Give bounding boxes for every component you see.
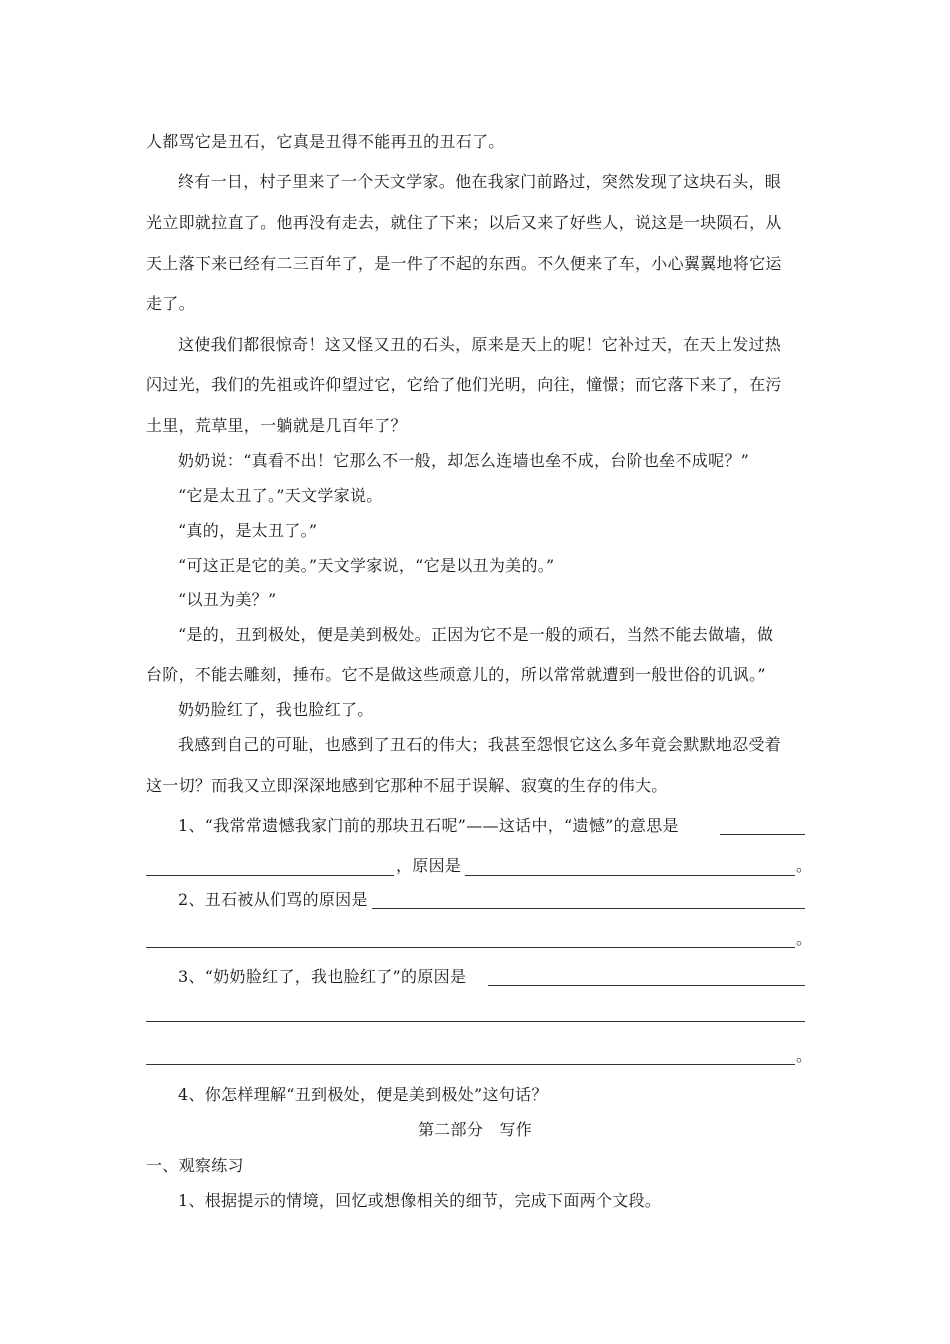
question-3-answer-blank-2[interactable] bbox=[146, 1021, 805, 1022]
passage-paragraph-2-line-3: 天上落下来已经有二三百年了，是一件了不起的东西。不久便来了车，小心翼翼地将它运 bbox=[146, 254, 782, 273]
passage-paragraph-10: 奶奶脸红了，我也脸红了。 bbox=[178, 700, 374, 719]
passage-paragraph-9-line-1: “是的，丑到极处，便是美到极处。正因为它不是一般的顽石，当然不能去做墙，做 bbox=[178, 625, 774, 644]
passage-paragraph-2-line-2: 光立即就拉直了。他再没有走去，就住了下来；以后又来了好些人，说这是一块陨石，从 bbox=[146, 213, 782, 232]
question-3-answer-blank-3[interactable] bbox=[146, 1064, 795, 1065]
question-2-end-mark: 。 bbox=[796, 929, 813, 948]
question-3-end-mark: 。 bbox=[796, 1046, 813, 1065]
passage-paragraph-7: “可这正是它的美。”天文学家说，“它是以丑为美的。” bbox=[178, 556, 555, 575]
passage-paragraph-2-line-4: 走了。 bbox=[146, 294, 195, 313]
question-1-answer-blank-3[interactable] bbox=[465, 875, 795, 876]
passage-paragraph-4: 奶奶说：“真看不出！它那么不一般，却怎么连墙也垒不成，台阶也垒不成呢？” bbox=[178, 451, 750, 470]
question-1-reason-label: ，原因是 bbox=[396, 856, 462, 875]
question-2-answer-blank-1[interactable] bbox=[372, 908, 805, 909]
passage-paragraph-6: “真的，是太丑了。” bbox=[178, 521, 318, 540]
question-1-answer-blank-1[interactable] bbox=[720, 834, 805, 835]
question-3-text: 3、“奶奶脸红了，我也脸红了”的原因是 bbox=[178, 967, 467, 986]
passage-paragraph-3-line-1: 这使我们都很惊奇！这又怪又丑的石头，原来是天上的呢！它补过天，在天上发过热 bbox=[178, 335, 782, 354]
question-2-text: 2、丑石被从们骂的原因是 bbox=[178, 890, 368, 909]
passage-paragraph-11-line-2: 这一切？而我又立即深深地感到它那种不屈于误解、寂寞的生存的伟大。 bbox=[146, 776, 668, 795]
passage-paragraph-3-line-2: 闪过光，我们的先祖或许仰望过它，它给了他们光明，向往，憧憬；而它落下来了，在污 bbox=[146, 375, 782, 394]
question-4-text: 4、你怎样理解“丑到极处，便是美到极处”这句话？ bbox=[178, 1085, 548, 1104]
section-observation-title: 一、观察练习 bbox=[146, 1156, 244, 1175]
passage-paragraph-5: “它是太丑了。”天文学家说。 bbox=[178, 486, 383, 505]
passage-paragraph-1: 人都骂它是丑石，它真是丑得不能再丑的丑石了。 bbox=[146, 132, 505, 151]
question-1-end-mark: 。 bbox=[796, 856, 813, 875]
question-1-text: 1、“我常常遗憾我家门前的那块丑石呢”——这话中，“遗憾”的意思是 bbox=[178, 816, 679, 835]
passage-paragraph-9-line-2: 台阶，不能去雕刻，捶布。它不是做这些顽意儿的，所以常常就遭到一般世俗的讥讽。” bbox=[146, 665, 766, 684]
part-2-heading: 第二部分 写作 bbox=[417, 1120, 533, 1139]
question-3-answer-blank-1[interactable] bbox=[488, 985, 805, 986]
question-2-answer-blank-2[interactable] bbox=[146, 947, 795, 948]
passage-paragraph-8: “以丑为美？” bbox=[178, 590, 277, 609]
question-1-answer-blank-2[interactable] bbox=[146, 875, 394, 876]
exercise-1-text: 1、根据提示的情境，回忆或想像相关的细节，完成下面两个文段。 bbox=[178, 1191, 662, 1210]
passage-paragraph-11-line-1: 我感到自己的可耻，也感到了丑石的伟大；我甚至怨恨它这么多年竟会默默地忍受着 bbox=[178, 735, 782, 754]
passage-paragraph-3-line-3: 土里，荒草里，一躺就是几百年了？ bbox=[146, 416, 407, 435]
passage-paragraph-2-line-1: 终有一日，村子里来了一个天文学家。他在我家门前路过，突然发现了这块石头，眼 bbox=[178, 172, 782, 191]
